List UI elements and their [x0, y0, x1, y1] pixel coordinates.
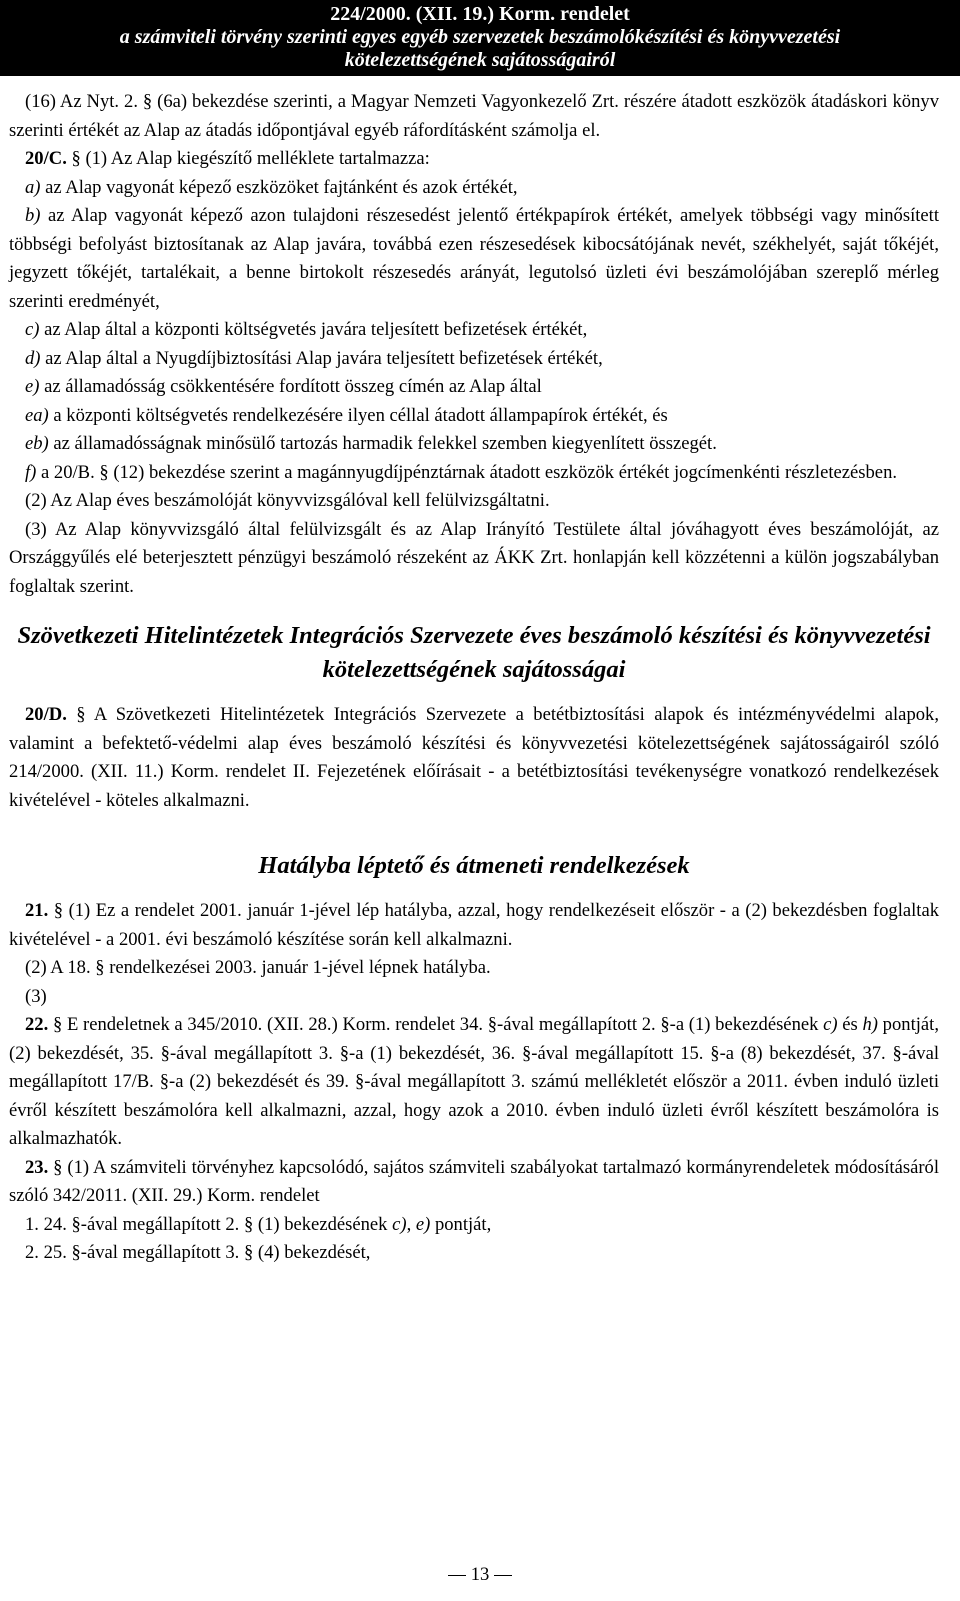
- section-20d: 20/D. § A Szövetkezeti Hitelintézetek Integrációs Szervezete a betétbiztosítási alapok és intézményvédelmi alapok, valamint a befektető-védelmi alap éves beszámoló készítési és könyvvezetési kötelezettségének sajátosságairól szóló 214/2000. (XII. 11.) Korm. rendelet II. Fejezetének előírásait - a betétbiztosítási tevékenységre vonatkozó rendelkezések kivételével - köteles alkalmazni.: [9, 704, 939, 811]
- section-heading-integration: Szövetkezeti Hitelintézetek Integrációs Szervezete éves beszámoló készítési és könyvvezetési kötelezettségének sajátosságai: [17, 622, 931, 683]
- section-number: 23.: [25, 1156, 49, 1178]
- section-21: 21. § (1) Ez a rendelet 2001. január 1-jével lép hatályba, azzal, hogy rendelkezéseit először - a (2) bekezdésben foglaltak kivételével - a 2001. évi beszámoló készítése során kell alkalmazni.: [9, 900, 940, 950]
- item-marker: e): [25, 376, 40, 397]
- footer-dash: [494, 1575, 512, 1576]
- item-marker: b): [25, 205, 41, 226]
- header-subtitle-line1: a számviteli törvény szerinti egyes egyéb szervezetek beszámolókészítési és könyvvezetési: [119, 26, 841, 48]
- section-number: 21.: [25, 900, 49, 921]
- document-header: [0, 0, 960, 76]
- document-body: [9, 88, 939, 1268]
- item-eb: eb) az államadósságnak minősülő tartozás harmadik felekkel szemben kiegyenlített összegét.: [25, 433, 717, 454]
- header-title: 224/2000. (XII. 19.) Korm. rendelet: [330, 3, 630, 25]
- item-d: d) az Alap által a Nyugdíjbiztosítási Alap javára teljesített befizetések értékét,: [25, 347, 603, 369]
- item-f: f) a 20/B. § (12) bekezdése szerint a magánnyugdíjpénztárnak átadott eszközök értékét jogcímenkénti részletezésben.: [25, 461, 898, 483]
- item-b: b) az Alap vagyonát képező azon tulajdoni részesedést jelentő értékpapírok értékét, amelyek többségi vagy minősített többségi befolyást biztosítanak az Alap javára, továbbá ezen részesedések kibocsátójának nevét, székhelyét, saját tőkéjét, jegyzett tőkéjét, tartalékait, a benne birtokolt részesedés arányát, legutolsó üzleti évi beszámolójában szereplő mérleg szerinti eredményét,: [9, 205, 939, 312]
- item-ea: ea) a központi költségvetés rendelkezésére ilyen céllal átadott állampapírok értékét, és: [25, 404, 668, 426]
- section-21-paragraph-2: (2) A 18. § rendelkezései 2003. január 1-jével lépnek hatályba.: [25, 957, 491, 978]
- item-marker: d): [25, 347, 41, 369]
- section-number: 20/D.: [25, 704, 67, 725]
- item-marker: a): [25, 176, 41, 198]
- section-21-paragraph-3: (3): [25, 985, 47, 1007]
- paragraph-2: (2) Az Alap éves beszámolóját könyvvizsgálóval kell felülvizsgáltatni.: [25, 490, 550, 511]
- section-23-item-2: 2. 25. §-ával megállapított 3. § (4) bekezdését,: [25, 1242, 371, 1263]
- header-subtitle-line2: kötelezettségének sajátosságairól: [344, 49, 616, 71]
- item-marker: f): [25, 461, 37, 483]
- item-c: c) az Alap által a központi költségvetés javára teljesített befizetések értékét,: [25, 319, 588, 340]
- section-23: 23. § (1) A számviteli törvényhez kapcsolódó, sajátos számviteli szabályokat tartalmazó kormányrendeletek módosításáról szóló 342/2011. (XII. 29.) Korm. rendelet: [9, 1156, 939, 1206]
- page-number: 13: [470, 1564, 490, 1585]
- section-20c: 20/C. § (1) Az Alap kiegészítő melléklete tartalmazza:: [25, 148, 430, 169]
- paragraph-16: (16) Az Nyt. 2. § (6a) bekezdése szerinti, a Magyar Nemzeti Vagyonkezelő Zrt. részére átadott eszközök átadáskori könyv szerinti értékét az Alap az átadás időpontjával egyéb ráfordításként számolja el.: [9, 91, 939, 141]
- paragraph-3: (3) Az Alap könyvvizsgáló által felülvizsgált és az Alap Irányító Testülete által jóváhagyott éves beszámolóját, az Országgyűlés elé beterjesztett pénzügyi beszámoló részeként az ÁKK Zrt. honlapján kell közzétenni a külön jogszabályban foglaltak szerint.: [9, 518, 939, 597]
- item-marker: ea): [25, 404, 49, 426]
- section-number: 22.: [25, 1014, 49, 1035]
- item-a: a) az Alap vagyonát képező eszközöket fajtánként és azok értékét,: [25, 176, 518, 198]
- page-footer: [0, 1564, 960, 1586]
- item-e: e) az államadósság csökkentésére fordított összeg címén az Alap által: [25, 376, 542, 397]
- item-marker: eb): [25, 433, 49, 454]
- section-22: 22. § E rendeletnek a 345/2010. (XII. 28.) Korm. rendelet 34. §-ával megállapított 2. §-a (1) bekezdésének c) és h) pontját, (2) bekezdését, 35. §-ával megállapított 3. §-a (1) bekezdését, 36. §-ával megállapított 15. §-a (8) bekezdését, 37. §-ával megállapított 17/B. §-a (2) bekezdését és 39. §-ával megállapított 3. számú mellékletét először a 2011. évben induló üzleti évről készített beszámolóra kell alkalmazni, azzal, hogy azok a 2010. évben induló üzleti évről készített beszámolóra is alkalmazhatók.: [9, 1014, 939, 1149]
- section-heading-effective-provisions: Hatályba léptető és átmeneti rendelkezések: [258, 852, 690, 879]
- section-23-item-1: 1. 24. §-ával megállapított 2. § (1) bekezdésének c), e) pontját,: [25, 1213, 492, 1235]
- item-marker: c): [25, 319, 40, 340]
- footer-dash: [448, 1575, 466, 1576]
- section-number: 20/C.: [25, 148, 67, 169]
